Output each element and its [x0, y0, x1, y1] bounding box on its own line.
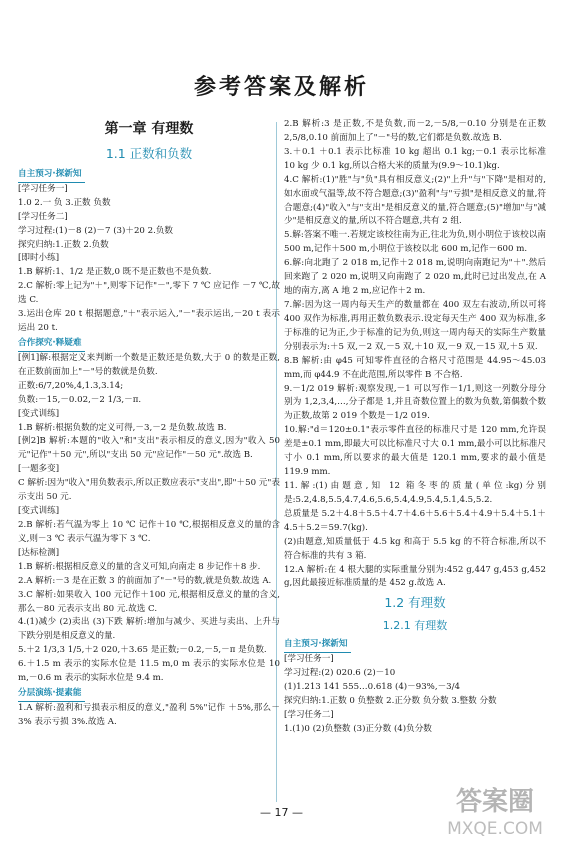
answer-line: 4.(1)减少 (2)卖出 (3)下跌 解析:增加与减少、买进与卖出、上升与下跌分别是相反意义的量. [18, 617, 280, 642]
page-number: — 17 — [260, 806, 303, 819]
answer-line: [例1]解:根据定义来判断一个数是正数还是负数,大于 0 的数是正数,在正数前面加上"－"号的数就是负数. [18, 352, 280, 377]
answer-line: [例2]B 解析:本题的"收入"和"支出"表示相反的意义,因为"收入 50 元"记作"＋50 元",所以"支出 50 元"应记作"－50 元".故选 B. [18, 436, 280, 461]
answer-line: 9.－1/2 019 解析:观察发现,－1 可以写作－1/1,则这一列数分母分别为 1,2,3,4,…,分子都是 1,并且奇数位置上的数为负数,第偶数个数为正数,故第 2 019 个数是－1/2 019. [284, 383, 546, 422]
answer-line: 11.解:(1)由题意,知 12 箱冬枣的质量(单位:kg)分别是:5.2,4.8,5.5,4.7,4.6,5.6,5.4,4.9,5.4,5.1,4.5,5.2. [284, 480, 546, 505]
answer-line: 总质量是 5.2＋4.8＋5.5＋4.7＋4.6＋5.6＋5.4＋4.9＋5.4＋5.1＋4.5＋5.2＝59.7(kg). [284, 508, 546, 533]
answer-line: 正数:6/7,20%,4,1.3,3.14; [18, 380, 124, 391]
answer-line: 5.＋2 1/3,3 1/5,＋2 020,＋3.65 是正数;－0.2,－5,－π 是负数. [18, 645, 267, 656]
answer-line: (1)1.213 141 555…0.618 (4)－93%,－3/4 [284, 682, 460, 693]
answer-line: [学习任务二] [284, 710, 334, 721]
answer-line: [变式训练] [18, 408, 60, 419]
answer-line: (2)由题意,知质量低于 4.5 kg 和高于 5.5 kg 的不符合标准,所以不符合标准的共有 3 箱. [284, 536, 546, 561]
answer-line: [一题多变] [18, 464, 60, 475]
section-tag: 合作探究·释疑难 [18, 337, 85, 352]
answer-line: 1.0 2.一 负 3.正数 负数 [18, 197, 111, 208]
answer-line: [学习任务一] [18, 183, 68, 194]
answer-line: [变式训练] [18, 506, 60, 517]
answer-line: 1.B 解析:1、1/2 是正数,0 既不是正数也不是负数. [18, 267, 212, 278]
answer-line: 3.C 解析:如果收入 100 元记作＋100 元,根据相反意义的量的含义,那么－80 元表示支出 80 元.故选 C. [18, 589, 280, 614]
answer-line: 探究归纳:1.正数 2.负数 [18, 239, 109, 250]
right-answer-list-2 [284, 637, 546, 736]
watermark-text: 答案圈 [455, 787, 535, 817]
answer-line: [达标检测] [18, 547, 60, 558]
left-column [18, 118, 280, 730]
answer-line: C 解析:因为"收入"用负数表示,所以正数应表示"支出",即"＋50 元"表示支出 50 元. [18, 478, 280, 503]
answer-line: 6.＋1.5 m 表示的实际水位是 11.5 m,0 m 表示的实际水位是 10 m,－0.6 m 表示的实际水位是 9.4 m. [18, 659, 280, 684]
answer-line: 负数:－15,－0.02,－2 1/3,－π. [18, 394, 142, 405]
answer-line: 2.C 解析:零上记为"＋",则零下记作"－",零下 7 ℃ 应记作 －7 ℃,故选 C. [18, 281, 280, 306]
answer-line: [学习任务一] [284, 654, 334, 665]
section-tag: 自主预习·探新知 [284, 638, 351, 653]
answer-line: 探究归纳:1.正数 0 负整数 2.正分数 负分数 3.整数 分数 [284, 696, 497, 707]
section-tag: 分层演练·提素能 [18, 687, 85, 702]
answer-line: 学习过程:(2) 020.6 (2)－10 [284, 668, 396, 679]
answer-line: 1.B 解析:根据负数的定义可得,－3,－2 是负数.故选 B. [18, 422, 227, 433]
subsection-title: 1.2.1 有理数 [382, 618, 448, 632]
left-answer-list [18, 167, 280, 730]
answer-line: 3.运出仓库 20 t 根据题意,"＋"表示运入,"－"表示运出,－20 t 表示运出 20 t. [18, 309, 280, 334]
answer-line: 2.B 解析:3 是正数,不是负数,而－2,－5/8,－0.10 分别是在正数 2,5/8,0.10 前面加上了"－"号的数,它们都是负数.故选 B. [284, 119, 546, 143]
section-title-1-2: 1.2 有理数 [384, 595, 446, 611]
answer-line: 8.B 解析:由 φ45 可知零件直径的合格尺寸范围是 44.95～45.03 mm,而 φ44.9 不在此范围,所以零件 B 不合格. [284, 355, 546, 380]
section-title: 1.1 正数和负数 [105, 145, 193, 161]
answer-line: 12.A 解析:在 4 根大腿的实际重量分别为:452 g,447 g,453 g,452 g,因此最接近标准质量的是 452 g.故选 A. [284, 564, 546, 589]
answer-line: 7.解:因为这一周内每天生产的数量都在 400 双左右波动,所以可将 400 双作为标准,再用正数负数表示.设定每天生产 400 双为标准,多于标准的记为正,少于标准的记为负,则这一周内每天的实际生产数量分别表示为:＋5 双,－2 双,－5 双,＋10 双,－9 双,－15 双,＋5 双. [284, 299, 546, 352]
answer-line: 6.解:向北跑了 2 018 m,记作＋2 018 m,说明向南跑记为"＋".然后回来跑了 2 020 m,说明又向南跑了 2 020 m,此时已过出发点,在 A 地的南方,离 A 地 2 m,应记作＋2 m. [284, 258, 546, 297]
answer-line: 1.B 解析:根据相反意义的量的含义可知,向南走 8 步记作＋8 步. [18, 561, 261, 572]
answer-line: 10.解:"d＝120±0.1"表示零件直径的标准尺寸是 120 mm,允许误差是±0.1 mm,即最大可以比标准尺寸大 0.1 mm,最小可以比标准尺寸小 0.1 mm,所以要求的最大值是 120.1 mm,要求的最小值是 119.9 mm. [284, 425, 546, 478]
right-column [284, 118, 546, 737]
answer-line: 1.A 解析:盈利和亏损表示相反的意义,"盈利 5%"记作 ＋5%,那么－3% 表示亏损 3%.故选 A. [18, 702, 280, 727]
right-answer-list [284, 118, 546, 591]
chapter-title: 第一章 有理数 [104, 121, 194, 137]
answer-line: 4.C 解析:(1)"胜"与"负"具有相反意义;(2)"上升"与"下降"是相对的,如水面或气温等,故不符合题意;(3)"盈利"与"亏损"是相反意义的量,符合题意;(4)"收入"与"支出"是相反意义的量,符合题意;(5)"增加"与"减少"是相反意义的量,所以不符合题意,共有 2 组. [284, 174, 546, 227]
answer-line: [即时小练] [18, 253, 60, 264]
answer-line: 学习过程:(1)－8 (2)－7 (3)＋20 2.负数 [18, 225, 174, 236]
watermark-logo [432, 778, 558, 840]
page-title: 参考答案及解析 [193, 75, 369, 100]
answer-line: 5.解:答案不唯一.若规定该校往南为正,往北为负,则小明位于该校以南 500 m,记作＋500 m,小明位于该校以北 600 m,记作－600 m. [284, 230, 546, 255]
answer-line: 2.B 解析:若气温为零上 10 ℃ 记作＋10 ℃,根据相反意义的量的含义,则－3 ℃ 表示气温为零下 3 ℃. [18, 519, 280, 544]
answer-line: 2.A 解析:－3 是在正数 3 的前面加了"－"号的数,就是负数.故选 A. [18, 575, 272, 586]
answer-line: 1.(1)0 (2)负整数 (3)正分数 (4)负分数 [284, 723, 432, 734]
answer-line: 3.＋0.1 ＋0.1 表示比标准 10 kg 超出 0.1 kg;－0.1 表示比标准 10 kg 少 0.1 kg,所以合格大米的质量为(9.9～10.1)kg. [284, 146, 546, 171]
watermark-url: MXQE.COM [447, 819, 543, 839]
section-tag: 自主预习·探新知 [18, 168, 85, 183]
answer-line: [学习任务二] [18, 211, 68, 222]
